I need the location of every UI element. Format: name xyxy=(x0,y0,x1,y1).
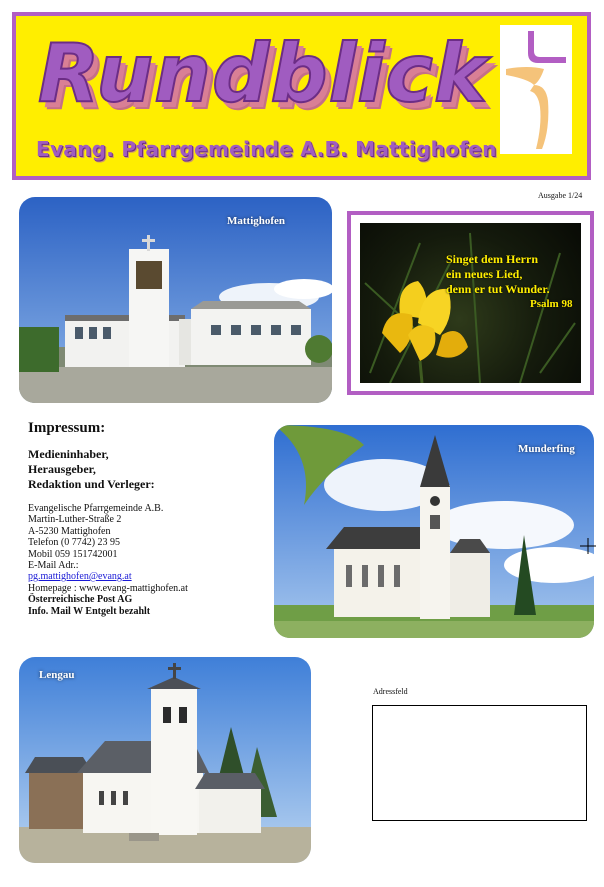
address-field-box xyxy=(372,705,587,821)
photo-caption: Munderfing xyxy=(518,443,575,455)
header-banner xyxy=(12,12,591,180)
verse-line-3: denn er tut Wunder. xyxy=(446,282,550,296)
crocus-image xyxy=(360,223,581,383)
phone-number: Telefon (0 7742) 23 95 xyxy=(28,537,121,548)
city-address: A-5230 Mattighofen xyxy=(28,526,111,537)
parish-name: Evang. Pfarrgemeinde A.B. Mattighofen xyxy=(36,137,497,161)
impressum-heading-line: Redaktion und Verleger: xyxy=(28,477,155,491)
postal-note: Österreichische Post AG xyxy=(28,594,133,605)
newsletter-title: Rundblick xyxy=(38,27,489,120)
issue-number: Ausgabe 1/24 xyxy=(538,191,583,200)
email-link[interactable]: pg.mattighofen@evang.at xyxy=(28,571,132,582)
photo-caption: Lengau xyxy=(39,669,75,681)
verse-line-2: ein neues Lied, xyxy=(446,267,523,281)
impressum-heading-line: Herausgeber, xyxy=(28,462,96,476)
verse-line-1: Singet dem Herrn xyxy=(446,252,538,266)
crosshair-cursor-icon xyxy=(580,538,596,554)
impressum-heading-line: Medieninhaber, xyxy=(28,447,109,461)
email-label: E-Mail Adr.: xyxy=(28,560,79,571)
mattighofen-church-photo xyxy=(19,197,332,403)
photo-caption: Mattighofen xyxy=(227,215,286,227)
homepage-text: Homepage : www.evang-mattighofen.at xyxy=(28,583,188,594)
impressum-title: Impressum: xyxy=(28,420,106,436)
org-name: Evangelische Pfarrgemeinde A.B. xyxy=(28,503,164,514)
munderfing-church-photo xyxy=(274,425,594,638)
address-field-label: Adressfeld xyxy=(373,687,408,696)
street-address: Martin-Luther-Straße 2 xyxy=(28,514,122,525)
verse-reference: Psalm 98 xyxy=(530,298,573,310)
lengau-church-photo xyxy=(19,657,311,863)
postage-info: Info. Mail W Entgelt bezahlt xyxy=(28,606,151,617)
bible-verse-box xyxy=(347,211,594,395)
mobile-number: Mobil 059 151742001 xyxy=(28,549,118,560)
cross-logo-icon xyxy=(500,25,572,154)
